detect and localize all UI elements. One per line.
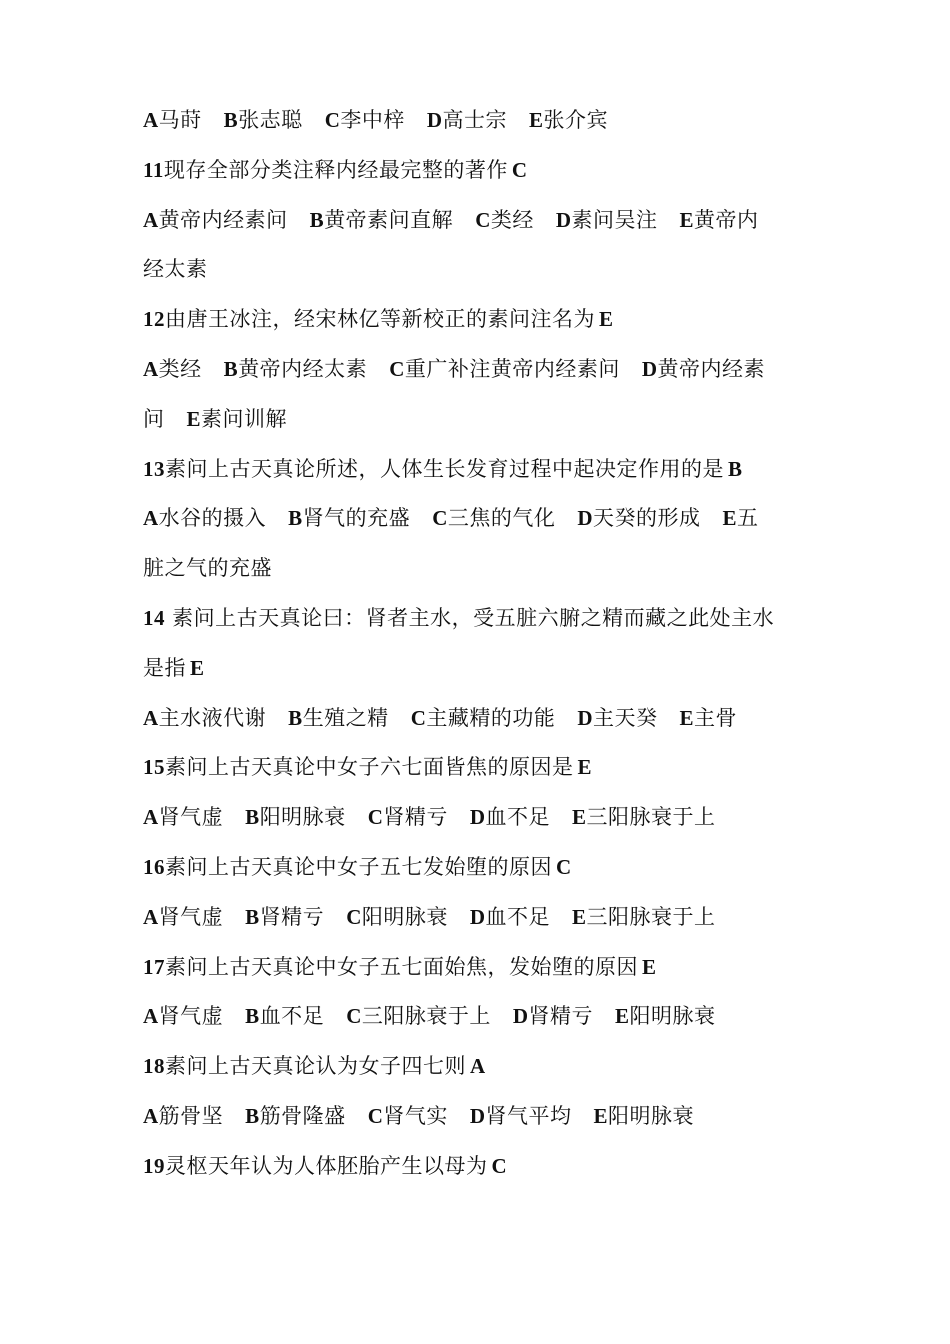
option-text: 肾精亏	[259, 904, 325, 929]
option-letter: D	[469, 904, 486, 929]
continuation-text: 脏之气的充盛	[143, 556, 272, 581]
option-text: 三阳脉衰于上	[586, 904, 716, 929]
answer-option	[577, 706, 657, 730]
option-letter: B	[245, 904, 260, 929]
option-letter: B	[309, 207, 325, 232]
option-letter: B	[223, 356, 239, 381]
option-text: 三焦的气化	[447, 506, 556, 531]
question-number: 17	[143, 954, 165, 979]
option-letter: A	[143, 356, 159, 381]
option-letter: D	[555, 207, 572, 232]
answer-option	[346, 1004, 491, 1028]
option-letter: A	[143, 108, 159, 132]
answer-option	[389, 357, 620, 381]
question-line	[143, 295, 813, 345]
option-text: 天癸的形成	[593, 506, 701, 531]
answer-option	[368, 805, 448, 829]
answer-option	[577, 506, 700, 530]
answer-option	[470, 1104, 572, 1128]
option-letter: D	[641, 356, 658, 381]
option-letter: C	[346, 904, 362, 929]
option-letter: C	[389, 356, 405, 381]
option-text: 阳明脉衰	[259, 805, 346, 830]
question-number: 11	[143, 157, 164, 182]
answer-option	[427, 108, 507, 132]
question-text: 素问上古天真论中女子五七面始焦，发始堕的原因	[165, 954, 638, 979]
option-line	[143, 345, 813, 395]
option-text: 肾精亏	[383, 805, 448, 830]
question-answer: C	[511, 157, 528, 182]
option-letter: D	[512, 1004, 529, 1029]
answer-option	[680, 208, 759, 232]
option-letter: C	[367, 1103, 384, 1128]
option-letter: C	[324, 108, 341, 132]
option-text: 肾气虚	[158, 1004, 224, 1029]
question-line	[143, 146, 813, 196]
option-text: 肾气实	[383, 1103, 448, 1128]
answer-option	[680, 706, 738, 730]
option-text: 主藏精的功能	[426, 705, 556, 730]
option-text: 肾气虚	[158, 904, 224, 929]
option-text: 生殖之精	[302, 705, 389, 730]
option-line	[143, 1092, 813, 1142]
option-text: 阳明脉衰	[629, 1004, 716, 1029]
option-text: 三阳脉衰于上	[586, 805, 716, 830]
option-text: 张志聪	[238, 108, 303, 132]
question-answer: E	[190, 655, 205, 680]
option-letter: A	[143, 1004, 159, 1029]
option-letter: B	[288, 506, 303, 531]
document-body	[143, 96, 813, 1192]
question-text: 由唐王冰注，经宋林亿等新校正的素问注名为	[165, 307, 595, 332]
question-line	[143, 1142, 813, 1192]
option-letter: A	[143, 904, 159, 929]
question-text: 素问上古天真论所述，人体生长发育过程中起决定作用的是	[165, 456, 724, 481]
option-letter: A	[143, 506, 159, 531]
option-letter: B	[288, 705, 303, 730]
option-letter: D	[577, 705, 594, 730]
option-letter: E	[722, 506, 738, 531]
option-text: 肾气虚	[158, 805, 224, 830]
option-text: 五	[737, 506, 759, 531]
question-number: 12	[143, 307, 165, 332]
option-line	[143, 395, 813, 445]
answer-option	[572, 905, 716, 929]
option-letter: E	[186, 406, 202, 431]
option-text: 筋骨坚	[158, 1103, 224, 1128]
question-number: 13	[143, 456, 165, 481]
question-number: 15	[143, 755, 165, 780]
answer-option	[224, 357, 368, 381]
option-letter: A	[143, 805, 159, 830]
question-line	[143, 743, 813, 793]
answer-option	[143, 706, 266, 730]
question-text: 素问上古天真论中女子六七面皆焦的原因是	[165, 755, 574, 780]
answer-option	[143, 905, 223, 929]
answer-option	[245, 805, 346, 829]
question-text: 素问上古天真论曰：肾者主水，受五脏六腑之精而藏之此处主水	[165, 605, 775, 630]
answer-option	[224, 108, 303, 132]
answer-option	[143, 208, 288, 232]
question-number: 18	[143, 1054, 165, 1079]
option-line	[143, 893, 813, 943]
option-letter: C	[367, 805, 384, 830]
option-text: 类经	[158, 356, 202, 381]
answer-option	[432, 506, 555, 530]
question-line	[143, 843, 813, 893]
answer-option	[187, 407, 288, 431]
answer-option	[310, 208, 454, 232]
question-text: 是指	[143, 655, 186, 680]
option-text: 血不足	[259, 1004, 325, 1029]
answer-option	[556, 208, 658, 232]
option-text: 黄帝内经素问	[158, 207, 288, 232]
option-text: 李中梓	[340, 108, 405, 132]
question-line	[143, 594, 813, 644]
question-text: 素问上古天真论中女子五七发始堕的原因	[165, 854, 552, 879]
option-line	[143, 793, 813, 843]
answer-option	[346, 905, 448, 929]
option-text: 阳明脉衰	[608, 1103, 695, 1128]
question-answer: B	[728, 456, 743, 481]
answer-option	[411, 706, 556, 730]
option-text: 黄帝内经素	[657, 356, 766, 381]
answer-option	[245, 1004, 324, 1028]
option-line	[143, 494, 813, 544]
option-text: 肾气的充盛	[302, 506, 411, 531]
option-text: 肾精亏	[528, 1004, 594, 1029]
option-text: 阳明脉衰	[361, 904, 448, 929]
option-letter: E	[593, 1103, 609, 1128]
answer-option	[470, 805, 550, 829]
continuation-text: 经太素	[143, 257, 208, 282]
answer-option	[143, 1104, 223, 1128]
answer-option	[288, 706, 389, 730]
answer-option	[143, 506, 266, 530]
option-letter: B	[245, 1103, 260, 1128]
answer-option	[143, 108, 202, 132]
option-letter: A	[143, 207, 159, 232]
option-line	[143, 694, 813, 744]
answer-option	[594, 1104, 695, 1128]
option-text: 黄帝内经太素	[238, 356, 368, 381]
option-text: 肾气平均	[485, 1103, 572, 1128]
option-letter: C	[346, 1004, 362, 1029]
option-letter: B	[245, 805, 260, 830]
option-letter: E	[679, 705, 695, 730]
option-text: 三阳脉衰于上	[361, 1004, 491, 1029]
option-text: 筋骨隆盛	[259, 1103, 346, 1128]
continuation-line	[143, 544, 813, 594]
answer-option	[368, 1104, 448, 1128]
answer-option	[723, 506, 759, 530]
option-letter: C	[432, 506, 448, 531]
option-letter: B	[245, 1004, 260, 1029]
option-line	[143, 196, 813, 246]
question-answer: C	[556, 854, 572, 879]
answer-option	[529, 108, 608, 132]
continuation-line	[143, 245, 813, 295]
option-letter: D	[469, 805, 486, 830]
question-text: 灵枢天年认为人体胚胎产生以母为	[165, 1153, 488, 1178]
option-text: 重广补注黄帝内经素问	[404, 356, 620, 381]
option-letter: E	[529, 108, 544, 132]
question-line	[143, 445, 813, 495]
option-letter: D	[577, 506, 594, 531]
question-answer: A	[470, 1054, 486, 1079]
answer-option	[288, 506, 410, 530]
option-letter: C	[475, 207, 491, 232]
option-letter: A	[143, 1103, 159, 1128]
question-text: 现存全部分类注释内经最完整的著作	[163, 157, 508, 182]
answer-option	[325, 108, 405, 132]
option-text: 马莳	[158, 108, 202, 132]
option-text: 素问训解	[201, 406, 288, 431]
option-text: 主天癸	[593, 705, 658, 730]
question-answer: C	[491, 1153, 508, 1178]
question-line	[143, 943, 813, 993]
option-text: 血不足	[485, 904, 551, 929]
answer-option	[143, 357, 202, 381]
answer-option	[143, 1004, 223, 1028]
question-number: 16	[143, 854, 165, 879]
option-text: 素问吴注	[571, 207, 658, 232]
answer-option	[475, 208, 534, 232]
option-line	[143, 992, 813, 1042]
option-letter: E	[572, 904, 587, 929]
answer-option	[245, 1104, 346, 1128]
question-text: 素问上古天真论认为女子四七则	[165, 1054, 466, 1079]
option-text: 张介宾	[543, 108, 609, 132]
option-letter: A	[143, 705, 159, 730]
answer-option	[615, 1004, 716, 1028]
question-number: 19	[143, 1153, 165, 1178]
option-text: 主骨	[694, 705, 738, 730]
answer-option	[572, 805, 716, 829]
answer-option	[642, 357, 765, 381]
option-text: 类经	[490, 207, 534, 232]
option-text: 黄帝内	[694, 207, 759, 232]
answer-option	[245, 905, 324, 929]
answer-option	[513, 1004, 593, 1028]
answer-option	[470, 905, 550, 929]
option-letter: E	[679, 207, 695, 232]
question-answer: E	[599, 307, 614, 332]
option-letter: C	[410, 705, 427, 730]
option-text: 黄帝素问直解	[324, 207, 454, 232]
option-line	[143, 96, 813, 146]
question-continuation	[143, 644, 813, 694]
question-answer: E	[577, 755, 593, 780]
continuation-text: 问	[143, 406, 165, 431]
option-text: 水谷的摄入	[158, 506, 267, 531]
answer-option	[143, 805, 223, 829]
option-letter: B	[223, 108, 239, 132]
question-line	[143, 1042, 813, 1092]
option-text: 血不足	[485, 805, 551, 830]
option-letter: E	[572, 805, 587, 830]
option-text: 高士宗	[442, 108, 508, 132]
option-letter: E	[615, 1004, 630, 1029]
option-letter: D	[426, 108, 443, 132]
option-text: 主水液代谢	[158, 705, 267, 730]
option-letter: D	[469, 1103, 486, 1128]
question-answer: E	[642, 954, 657, 979]
question-number: 14	[143, 605, 165, 630]
